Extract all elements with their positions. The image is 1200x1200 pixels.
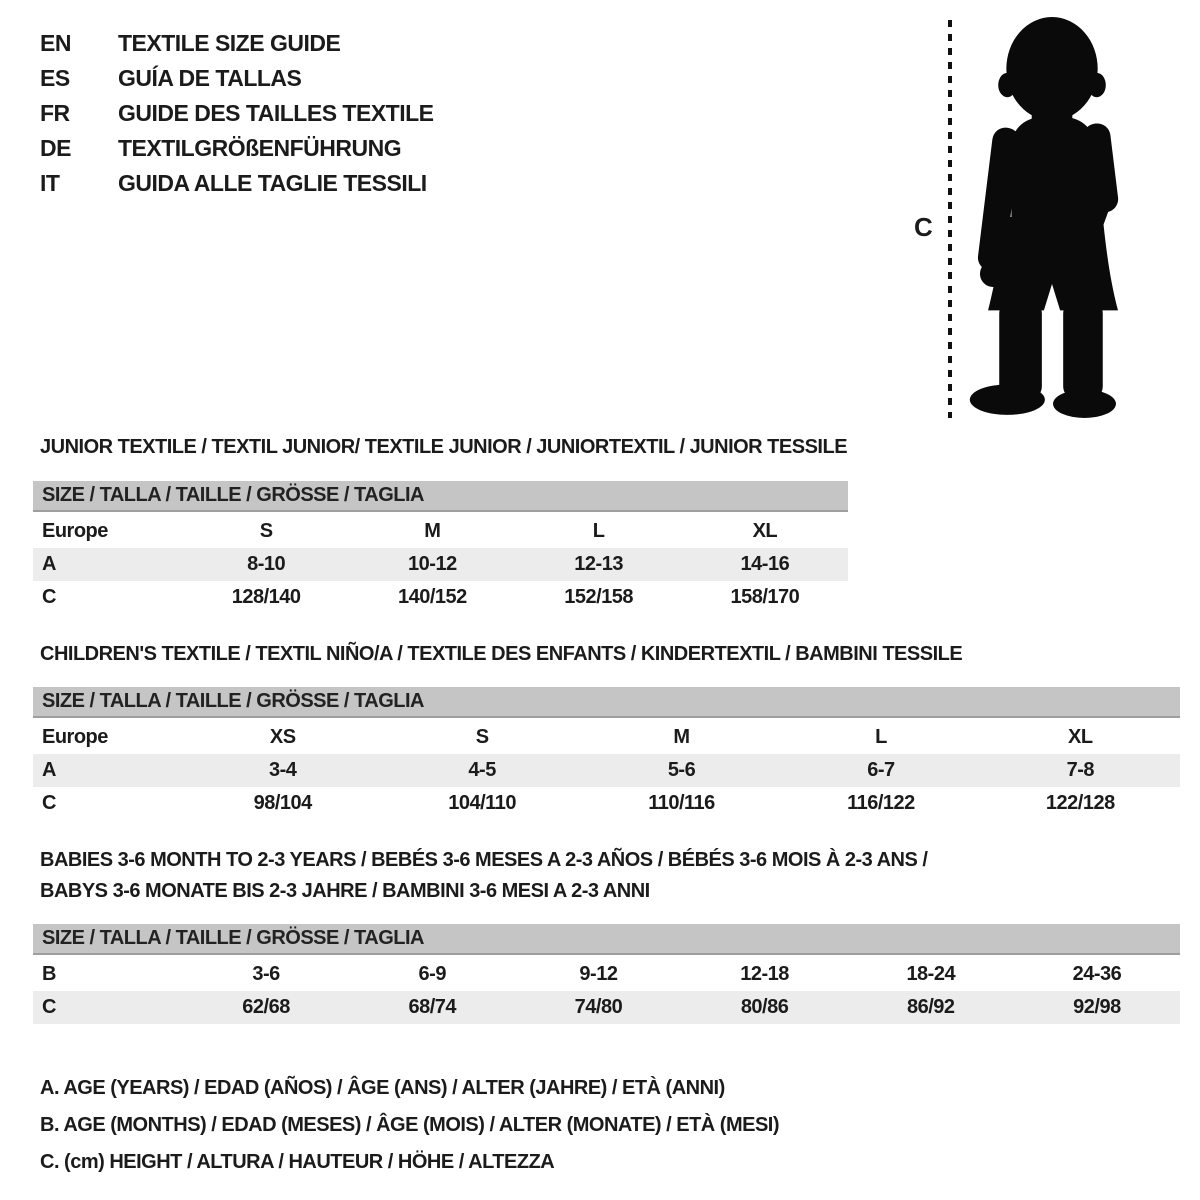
- language-code: FR: [40, 100, 70, 126]
- language-code: IT: [40, 170, 60, 196]
- table-cell: XS: [269, 726, 296, 748]
- height-dashed-line: [948, 20, 952, 418]
- table-cell: 128/140: [231, 586, 301, 608]
- table-row-europe: [33, 721, 1180, 754]
- guide-title: GUIDE DES TAILLES TEXTILE: [118, 100, 434, 126]
- table-cell: 3-4: [269, 759, 297, 781]
- table-cell: 6-9: [418, 963, 446, 985]
- size-header-bar: SIZE / TALLA / TAILLE / GRÖSSE / TAGLIA: [33, 687, 1180, 718]
- table-cell: 4-5: [468, 759, 496, 781]
- table-cell: 8-10: [247, 553, 286, 575]
- table-cell: L: [875, 726, 887, 748]
- table-cell: 12-13: [574, 553, 623, 575]
- legend-line-a: A. AGE (YEARS) / EDAD (AÑOS) / ÂGE (ANS) / ALTER (JAHRE) / ETÀ (ANNI): [40, 1077, 725, 1099]
- children-size-table: [33, 687, 1180, 820]
- size-header-bar: SIZE / TALLA / TAILLE / GRÖSSE / TAGLIA: [33, 924, 1180, 955]
- table-row-months: [33, 958, 1180, 991]
- size-header-bar: SIZE / TALLA / TAILLE / GRÖSSE / TAGLIA: [33, 481, 848, 512]
- table-cell: L: [592, 520, 605, 542]
- table-cell: 86/92: [906, 996, 955, 1018]
- table-cell: 80/86: [740, 996, 789, 1018]
- row-label: A: [42, 759, 56, 781]
- language-row-en: [40, 26, 434, 61]
- language-code: DE: [40, 135, 71, 161]
- babies-title-line1: BABIES 3-6 MONTH TO 2-3 YEARS / BEBÉS 3-6 MESES A 2-3 AÑOS / BÉBÉS 3-6 MOIS À 2-3 ANS /: [40, 849, 928, 871]
- table-cell: 6-7: [867, 759, 895, 781]
- table-cell: XL: [1068, 726, 1093, 748]
- babies-size-table: [33, 924, 1180, 1024]
- table-row-age: [33, 754, 1180, 787]
- table-cell: 18-24: [906, 963, 956, 985]
- row-label: B: [42, 963, 56, 985]
- table-cell: 116/122: [847, 792, 915, 814]
- language-row-it: [40, 166, 434, 201]
- row-label: C: [42, 792, 56, 814]
- table-cell: 140/152: [397, 586, 467, 608]
- table-cell: 10-12: [408, 553, 457, 575]
- table-cell: 3-6: [252, 963, 280, 985]
- row-label: C: [42, 996, 56, 1018]
- table-cell: 9-12: [579, 963, 618, 985]
- row-label: Europe: [42, 726, 108, 748]
- height-measure-label: C: [914, 212, 933, 242]
- guide-title: TEXTILGRÖßENFÜHRUNG: [118, 135, 402, 161]
- table-cell: 98/104: [253, 792, 312, 814]
- junior-size-table: [33, 481, 848, 614]
- table-cell: M: [673, 726, 690, 748]
- row-label: A: [42, 553, 56, 575]
- table-row-height: [33, 991, 1180, 1024]
- language-row-de: [40, 131, 434, 166]
- table-cell: 24-36: [1072, 963, 1122, 985]
- table-cell: S: [259, 520, 273, 542]
- table-cell: 122/128: [1045, 792, 1115, 814]
- language-code: ES: [40, 65, 70, 91]
- table-cell: 5-6: [667, 759, 696, 781]
- language-row-fr: [40, 96, 434, 131]
- table-row-europe: [33, 515, 848, 548]
- guide-title: GUÍA DE TALLAS: [118, 65, 302, 91]
- row-label: C: [42, 586, 56, 608]
- language-row-es: [40, 61, 434, 96]
- table-cell: 104/110: [448, 792, 516, 814]
- language-code: EN: [40, 30, 71, 56]
- table-cell: 14-16: [740, 553, 790, 575]
- measure-legend: [40, 1070, 779, 1181]
- table-cell: 92/98: [1073, 996, 1121, 1018]
- guide-title: GUIDA ALLE TAGLIE TESSILI: [118, 170, 427, 196]
- table-row-height: [33, 581, 848, 614]
- guide-title: TEXTILE SIZE GUIDE: [118, 30, 341, 56]
- table-cell: 7-8: [1066, 759, 1095, 781]
- language-title-list: [40, 26, 434, 201]
- table-row-age: [33, 548, 848, 581]
- table-row-height: [33, 787, 1180, 820]
- section-title-babies: [40, 845, 927, 907]
- table-cell: XL: [752, 520, 778, 542]
- table-cell: 74/80: [574, 996, 623, 1018]
- babies-title-line2: BABYS 3-6 MONATE BIS 2-3 JAHRE / BAMBINI 3-6 MESI A 2-3 ANNI: [40, 880, 650, 902]
- table-cell: 62/68: [242, 996, 290, 1018]
- section-title-junior: JUNIOR TEXTILE / TEXTIL JUNIOR/ TEXTILE JUNIOR / JUNIORTEXTIL / JUNIOR TESSILE: [40, 436, 848, 458]
- row-label: Europe: [42, 520, 108, 542]
- legend-line-c: C. (cm) HEIGHT / ALTURA / HAUTEUR / HÖHE / ALTEZZA: [40, 1151, 555, 1173]
- table-cell: 12-18: [740, 963, 789, 985]
- section-title-children: CHILDREN'S TEXTILE / TEXTIL NIÑO/A / TEXTILE DES ENFANTS / KINDERTEXTIL / BAMBINI TESSILE: [40, 643, 963, 665]
- table-cell: S: [475, 726, 489, 748]
- table-cell: 152/158: [564, 586, 634, 608]
- table-cell: M: [424, 520, 441, 542]
- table-cell: 110/116: [648, 792, 715, 814]
- table-cell: 68/74: [408, 996, 457, 1018]
- table-cell: 158/170: [730, 586, 800, 608]
- legend-line-b: B. AGE (MONTHS) / EDAD (MESES) / ÂGE (MOIS) / ALTER (MONATE) / ETÀ (MESI): [40, 1114, 780, 1136]
- toddler-silhouette-icon: [964, 14, 1138, 420]
